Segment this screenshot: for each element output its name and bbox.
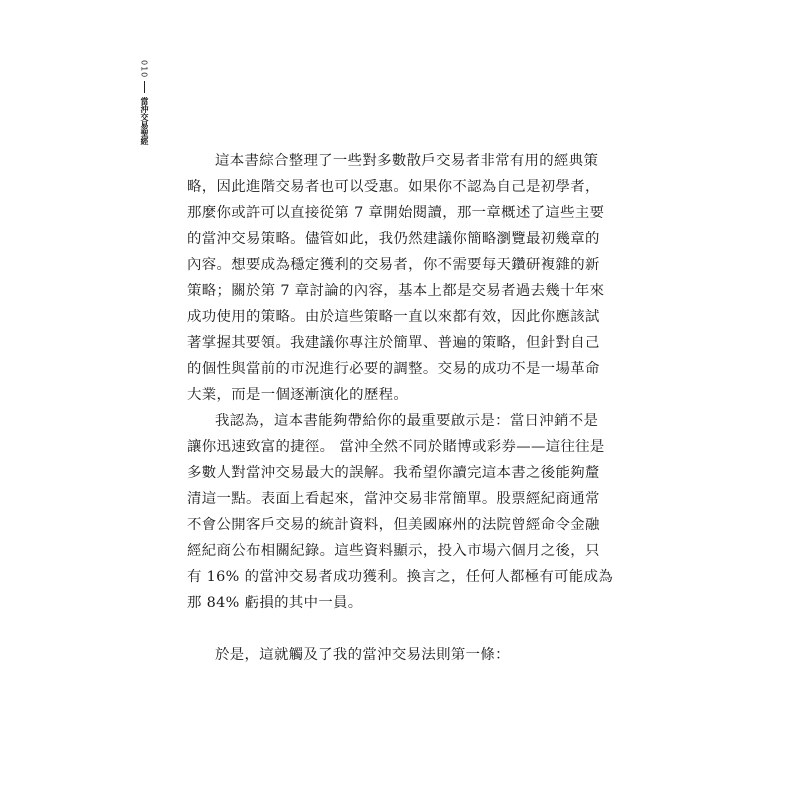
text-line: 清這一點。表面上看起來，當沖交易非常簡單。股票經紀商通常: [187, 491, 600, 507]
paragraph-1: [187, 148, 605, 408]
text-line: 成功使用的策略。由於這些策略一直以來都有效，因此你應該試: [187, 309, 600, 325]
paragraph-3: [187, 642, 587, 668]
text-line: 經紀商公布相關紀錄。這些資料顯示，投入市場六個月之後，只: [187, 543, 600, 559]
text-line: 著掌握其要領。我建議你專注於簡單、普遍的策略，但針對自己: [187, 335, 600, 351]
text-line: 那麼你或許可以直接從第 7 章開始閱讀，那一章概述了這些主要: [187, 205, 605, 221]
paragraph-gap: [187, 616, 587, 642]
text-line: 內容。想要成為穩定獲利的交易者，你不需要每天鑽研複雜的新: [187, 257, 600, 273]
paragraph-2: [187, 408, 614, 616]
running-header: [138, 60, 150, 145]
text-line: 我認為，這本書能夠帶給你的最重要啟示是：當日沖銷不是: [215, 413, 599, 429]
text-line: 的個性與當前的市況進行必要的調整。交易的成功不是一場革命: [187, 361, 600, 377]
text-line: 讓你迅速致富的捷徑。 當沖全然不同於賭博或彩券——這往往是: [187, 439, 605, 455]
header-rule: [144, 81, 145, 93]
body-text: [187, 148, 614, 668]
text-line: 不會公開客戶交易的統計資料，但美國麻州的法院曾經命令金融: [187, 517, 600, 533]
text-line: 的當沖交易策略。儘管如此，我仍然建議你簡略瀏覽最初幾章的: [187, 231, 600, 247]
text-line: 那 84% 虧損的其中一員。: [187, 595, 363, 611]
text-line: 多數人對當沖交易最大的誤解。我希望你讀完這本書之後能夠釐: [187, 465, 600, 481]
text-line: 略，因此進階交易者也可以受惠。如果你不認為自己是初學者，: [187, 179, 600, 195]
text-line: 有 16% 的當沖交易者成功獲利。換言之，任何人都極有可能成為: [187, 569, 614, 585]
text-line: 大業，而是一個逐漸演化的歷程。: [187, 387, 409, 403]
text-line: 策略；關於第 7 章討論的內容，基本上都是交易者過去幾十年來: [187, 283, 605, 299]
text-line: 這本書綜合整理了一些對多數散戶交易者非常有用的經典策: [215, 153, 599, 169]
page-number: 010: [139, 60, 149, 79]
book-title: 當沖交易聖經: [140, 97, 149, 146]
text-line: 於是，這就觸及了我的當沖交易法則第一條：: [215, 647, 510, 663]
